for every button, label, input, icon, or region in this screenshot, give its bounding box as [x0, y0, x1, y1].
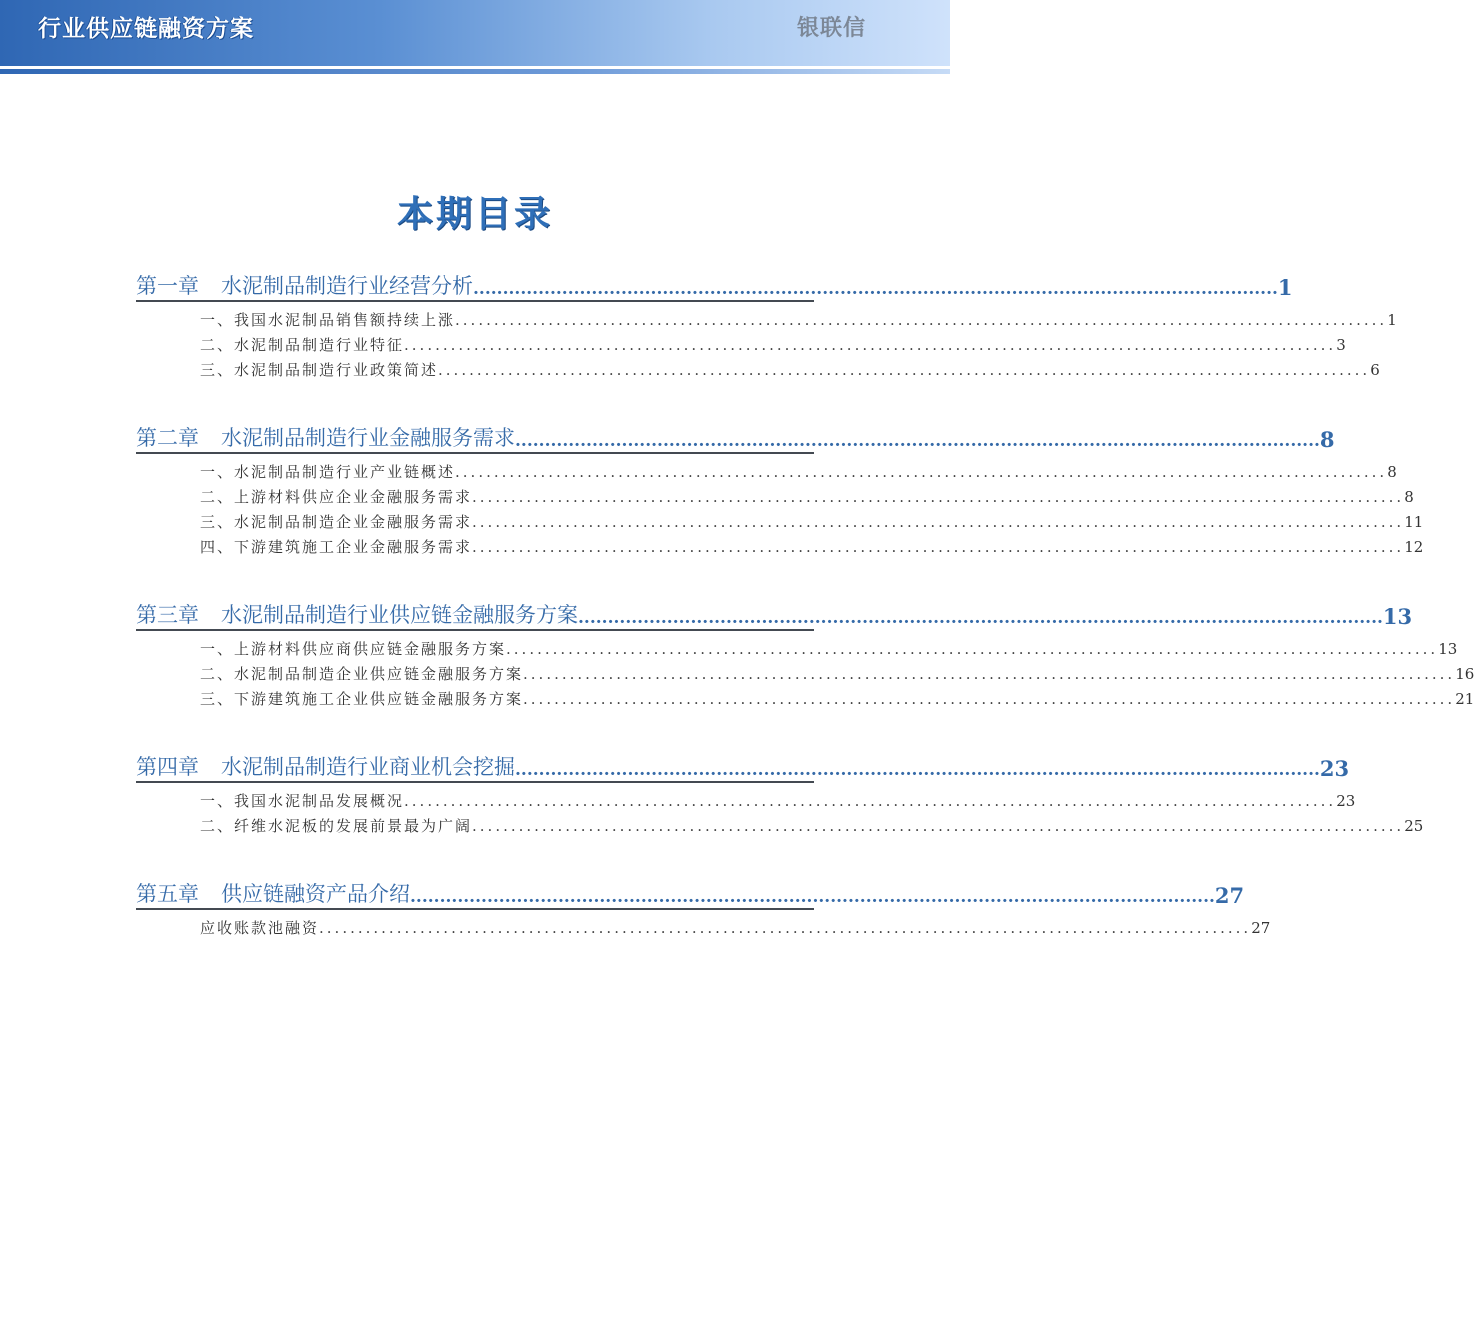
chapter-entries [136, 459, 1424, 559]
entry-page-number: 8 [1387, 462, 1397, 481]
chapter-title: 水泥制品制造行业供应链金融服务方案 [221, 603, 578, 627]
entry-title: 应收账款池融资 [200, 919, 320, 937]
entry-leader-dots: ........................................................................................................................ [472, 816, 1405, 835]
toc-entry[interactable] [200, 534, 1424, 559]
chapter-heading[interactable] [136, 876, 1245, 910]
entry-page-number: 11 [1404, 512, 1424, 531]
entry-page-number: 23 [1336, 791, 1356, 810]
chapter-title: 供应链融资产品介绍 [221, 882, 410, 906]
entry-leader-dots: ........................................................................................................................ [455, 462, 1388, 481]
toc-chapter-1 [136, 268, 1397, 382]
chapter-leader-dots: ........................................................................................................................................ [578, 608, 1383, 628]
entry-page-number: 1 [1387, 310, 1397, 329]
toc-chapter-4 [136, 749, 1424, 838]
entry-leader-dots: ........................................................................................................................ [438, 360, 1371, 379]
entry-page-number: 8 [1404, 487, 1414, 506]
toc-entry[interactable] [200, 661, 1474, 686]
entry-title: 三、下游建筑施工企业供应链金融服务方案 [200, 690, 524, 708]
chapter-entries [136, 915, 1271, 940]
toc-chapter-3 [136, 597, 1474, 711]
chapter-page-number: 8 [1319, 427, 1335, 452]
chapter-number: 第五章 [136, 882, 199, 906]
chapter-entries [136, 788, 1424, 838]
chapter-title: 水泥制品制造行业金融服务需求 [221, 426, 515, 450]
toc-entry[interactable] [200, 788, 1356, 813]
entry-title: 三、水泥制品制造行业政策简述 [200, 361, 439, 379]
chapter-heading[interactable] [136, 420, 1335, 454]
toc-entry[interactable] [200, 307, 1397, 332]
entry-page-number: 21 [1455, 689, 1474, 708]
entry-page-number: 16 [1455, 664, 1474, 683]
entry-leader-dots: ........................................................................................................................ [404, 791, 1337, 810]
toc-entry[interactable] [200, 915, 1271, 940]
entry-leader-dots: ........................................................................................................................ [319, 918, 1252, 937]
chapter-entries [136, 307, 1397, 382]
page-header [0, 0, 950, 66]
entry-leader-dots: ........................................................................................................................ [523, 664, 1456, 683]
entry-page-number: 12 [1404, 537, 1424, 556]
entry-page-number: 25 [1404, 816, 1424, 835]
entry-title: 一、我国水泥制品销售额持续上涨 [200, 311, 456, 329]
chapter-leader-dots: ........................................................................................................................................ [473, 279, 1278, 299]
chapter-number: 第三章 [136, 603, 199, 627]
entry-leader-dots: ........................................................................................................................ [506, 639, 1439, 658]
entry-leader-dots: ........................................................................................................................ [472, 512, 1405, 531]
header-title: 行业供应链融资方案 [38, 16, 254, 42]
toc-entry[interactable] [200, 484, 1414, 509]
entry-title: 一、我国水泥制品发展概况 [200, 792, 405, 810]
chapter-page-number: 1 [1277, 275, 1293, 300]
entry-leader-dots: ........................................................................................................................ [404, 335, 1337, 354]
toc-entry[interactable] [200, 459, 1397, 484]
entry-leader-dots: ........................................................................................................................ [472, 487, 1405, 506]
chapter-leader-dots: ........................................................................................................................................ [515, 431, 1320, 451]
chapter-number: 第四章 [136, 755, 199, 779]
header-brand: 银联信 [796, 16, 866, 41]
toc-entry[interactable] [200, 332, 1346, 357]
toc-chapter-5 [136, 876, 1271, 940]
entry-title: 二、纤维水泥板的发展前景最为广阔 [200, 817, 473, 835]
chapter-leader-dots: ........................................................................................................................................ [515, 760, 1320, 780]
entry-leader-dots: ........................................................................................................................ [472, 537, 1405, 556]
chapter-page-number: 23 [1319, 756, 1350, 781]
header-divider-blue [0, 69, 950, 74]
toc-entry[interactable] [200, 509, 1424, 534]
chapter-heading[interactable] [136, 749, 1350, 783]
chapter-number: 第一章 [136, 274, 199, 298]
toc-entry[interactable] [200, 813, 1424, 838]
entry-page-number: 27 [1251, 918, 1271, 937]
toc-entry[interactable] [200, 357, 1380, 382]
toc-chapter-2 [136, 420, 1424, 559]
chapter-page-number: 13 [1382, 604, 1413, 629]
toc-entry[interactable] [200, 636, 1458, 661]
chapter-entries [136, 636, 1474, 711]
chapter-title: 水泥制品制造行业商业机会挖掘 [221, 755, 515, 779]
entry-page-number: 6 [1370, 360, 1380, 379]
entry-page-number: 3 [1336, 335, 1346, 354]
chapter-title: 水泥制品制造行业经营分析 [221, 274, 473, 298]
chapter-number: 第二章 [136, 426, 199, 450]
entry-title: 一、水泥制品制造行业产业链概述 [200, 463, 456, 481]
toc-title: 本期目录 [396, 194, 553, 235]
chapter-page-number: 27 [1214, 883, 1245, 908]
entry-title: 二、水泥制品制造企业供应链金融服务方案 [200, 665, 524, 683]
toc-entry[interactable] [200, 686, 1474, 711]
entry-title: 三、水泥制品制造企业金融服务需求 [200, 513, 473, 531]
entry-title: 二、上游材料供应企业金融服务需求 [200, 488, 473, 506]
entry-page-number: 13 [1438, 639, 1458, 658]
chapter-heading[interactable] [136, 597, 1413, 631]
entry-title: 一、上游材料供应商供应链金融服务方案 [200, 640, 507, 658]
entry-title: 二、水泥制品制造行业特征 [200, 336, 405, 354]
entry-title: 四、下游建筑施工企业金融服务需求 [200, 538, 473, 556]
chapter-heading[interactable] [136, 268, 1293, 302]
chapter-leader-dots: ........................................................................................................................................ [410, 887, 1215, 907]
entry-leader-dots: ........................................................................................................................ [523, 689, 1456, 708]
entry-leader-dots: ........................................................................................................................ [455, 310, 1388, 329]
